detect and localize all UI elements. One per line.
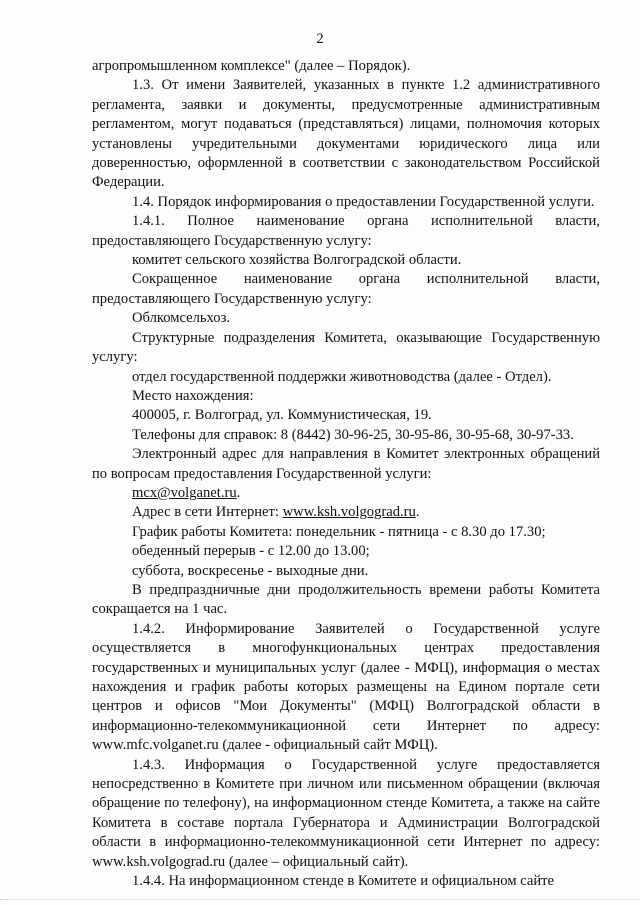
website-link[interactable]: www.ksh.volgograd.ru: [282, 504, 416, 521]
paragraph: Облкомсельхоз.: [132, 310, 231, 327]
paragraph: Сокращенное наименование органа исполнительной власти, предоставляющего Государственную услугу:: [92, 271, 600, 307]
paragraph: 1.3. От имени Заявителей, указанных в пункте 1.2 административного регламента, заявки и документы, предусмотренные административным регламентом, могут подаваться (представляться) лицами, полномочия которых установлены учредительными документами юридического лица или доверенностью, оформленной в соответствии с законодательством Российской Федерации.: [92, 77, 600, 191]
page-number: 2: [316, 31, 324, 47]
email-link[interactable]: mcx@volganet.ru: [132, 484, 237, 501]
paragraph: Структурные подразделения Комитета, оказывающие Государственную услугу:: [92, 329, 600, 366]
paragraph: 400005, г. Волгоград, ул. Коммунистическая, 19.: [132, 407, 432, 424]
paragraph: 1.4.2. Информирование Заявителей о Государственной услуге осуществляется в многофункциональных центрах предоставления государственных и муниципальных услуг (далее - МФЦ), информация о местах нахождения и график работы которых размещены на Едином портале сети центров и офисов "Мои Документы" (МФЦ) Волгоградской области в информационно-телекоммуникационной сети Интернет по адресу: www.mfc.volganet.ru (далее - официальный сайт МФЦ).: [92, 620, 600, 754]
paragraph: Электронный адрес для направления в Комитет электронных обращений по вопросам предоставления Государственной услуги:: [92, 446, 600, 482]
paragraph: mcx@volganet.ru.: [132, 484, 241, 501]
paragraph: 1.4.1. Полное наименование органа исполнительной власти, предоставляющего Государственную услугу:: [92, 213, 600, 249]
paragraph: В предпраздничные дни продолжительность времени работы Комитета сокращается на 1 час.: [92, 581, 600, 618]
paragraph: комитет сельского хозяйства Волгоградской области.: [132, 252, 462, 269]
page-edge: [0, 899, 640, 901]
paragraph: 1.4.4. На информационном стенде в Комитете и официальном сайте: [132, 873, 555, 890]
document-body: [92, 57, 600, 891]
paragraph: отдел государственной поддержки животноводства (далее - Отдел).: [132, 368, 552, 385]
paragraph: 1.4. Порядок информирования о предоставлении Государственной услуги.: [132, 193, 595, 210]
paragraph: Место нахождения:: [132, 387, 254, 404]
paragraph: обеденный перерыв - с 12.00 до 13.00;: [132, 543, 370, 560]
paragraph: суббота, воскресенье - выходные дни.: [132, 562, 369, 579]
paragraph: агропромышленном комплексе" (далее – Порядок).: [92, 58, 411, 74]
paragraph: Телефоны для справок: 8 (8442) 30-96-25, 30-95-86, 30-95-68, 30-97-33.: [132, 426, 574, 443]
paragraph: График работы Комитета: понедельник - пятница - с 8.30 до 17.30;: [132, 523, 546, 540]
paragraph: 1.4.3. Информация о Государственной услуге предоставляется непосредственно в Комитете при личном или письменном обращении (включая обращение по телефону), на информационном стенде Комитета, а также на сайте Комитета в составе портала Губернатора и Администрации Волгоградской области в информационно-телекоммуникационной сети Интернет по адресу: www.ksh.volgograd.ru (далее – официальный сайт).: [92, 756, 600, 870]
paragraph: Адрес в сети Интернет: www.ksh.volgograd.ru.: [132, 504, 420, 521]
